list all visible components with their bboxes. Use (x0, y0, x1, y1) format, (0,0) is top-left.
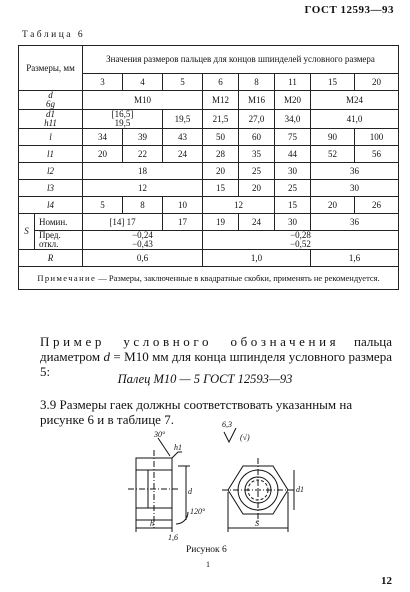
table-row (19, 163, 399, 180)
cell: 28 (203, 146, 239, 163)
cell: 15 (203, 180, 239, 197)
cell: 44 (275, 146, 311, 163)
cell: 75 (275, 129, 311, 146)
cell: 10 (163, 197, 203, 214)
row-label: Пред. откл. (35, 231, 83, 250)
cell: [16,5] 19,5 (83, 110, 163, 129)
dim-chamfer-angle: 30° (154, 430, 166, 439)
table-row (19, 214, 399, 231)
cell: 52 (311, 146, 355, 163)
cell: 24 (239, 214, 275, 231)
table-row (19, 197, 399, 214)
param-header: Размеры, мм (19, 46, 83, 91)
cell: 100 (355, 129, 399, 146)
cell: M20 (275, 91, 311, 110)
size-header: 4 (123, 74, 163, 91)
cell: 30 (311, 180, 399, 197)
dim-h1: h1 (174, 443, 182, 452)
designation-example: Палец M10 — 5 ГОСТ 12593—93 (117, 372, 293, 386)
cell: 50 (203, 129, 239, 146)
dim-d: d (188, 487, 192, 496)
clause-3-9: 3.9 Размеры гаек должны соответствовать указанным на рисунке 6 и в таблице 7. (40, 397, 353, 427)
dim-d1: d1 (296, 485, 304, 494)
cell: 1,6 (311, 250, 399, 267)
cell: 17 (163, 214, 203, 231)
size-header: 11 (275, 74, 311, 91)
nut-drawing (118, 420, 308, 543)
row-symbol: l3 (19, 180, 83, 197)
row-symbol: l4 (19, 197, 83, 214)
cell: −0,28 −0,52 (203, 231, 399, 250)
cell: 0,6 (83, 250, 203, 267)
table-row (19, 110, 399, 129)
cell: 21,5 (203, 110, 239, 129)
cell: 20 (203, 163, 239, 180)
cell: 34 (83, 129, 123, 146)
row-symbol: d 6g (19, 91, 83, 110)
cell: 5 (83, 197, 123, 214)
cell: 18 (83, 163, 203, 180)
table-row (19, 180, 399, 197)
cell: 35 (239, 146, 275, 163)
size-header: 8 (239, 74, 275, 91)
table-row (19, 129, 399, 146)
size-header: 5 (163, 74, 203, 91)
cell: 43 (163, 129, 203, 146)
size-header: 6 (203, 74, 239, 91)
row-symbol: l (19, 129, 83, 146)
table-row (19, 91, 399, 110)
roughness-bracket: (√) (240, 433, 250, 442)
row-symbol: R (19, 250, 83, 267)
cell: −0,24 −0,43 (83, 231, 203, 250)
row-symbol: S (19, 214, 35, 250)
cell: 8 (123, 197, 163, 214)
cell: M12 (203, 91, 239, 110)
table-row (19, 146, 399, 163)
size-header: 15 (311, 74, 355, 91)
dim-angle-120: 120° (190, 507, 206, 516)
cell: 12 (83, 180, 203, 197)
cell: 41,0 (311, 110, 399, 129)
cell: 24 (163, 146, 203, 163)
cell: 25 (239, 163, 275, 180)
cell: 36 (311, 163, 399, 180)
dim-s: S (255, 519, 259, 528)
standard-number: ГОСТ 12593—93 (304, 4, 394, 16)
row-symbol: d1 h11 (19, 110, 83, 129)
cell: 19 (203, 214, 239, 231)
cell: 60 (239, 129, 275, 146)
cell: 34,0 (275, 110, 311, 129)
cell: 39 (123, 129, 163, 146)
group-header: Значения размеров пальцев для концов шпинделей условного размера (83, 46, 399, 74)
page-number: 12 (381, 575, 392, 587)
cell: 19,5 (163, 110, 203, 129)
dimension-table (18, 45, 399, 290)
cell: 1,0 (203, 250, 311, 267)
figure-caption: Рисунок 6 (186, 545, 227, 555)
cell: 30 (275, 163, 311, 180)
cell: [14] 17 (83, 214, 163, 231)
row-label: Номин. (35, 214, 83, 231)
cell: M16 (239, 91, 275, 110)
cell: 90 (311, 129, 355, 146)
table-row (19, 250, 399, 267)
cell: M10 (83, 91, 203, 110)
size-header: 20 (355, 74, 399, 91)
table-note: Примечание — Размеры, заключенные в квадратные скобки, применять не рекомендуется. (19, 267, 399, 290)
cell: 12 (203, 197, 275, 214)
example-paragraph: Пример условного обозначения пальца диаметром d = M10 мм для конца шпинделя условного размера 5: (40, 334, 392, 379)
row-symbol: l1 (19, 146, 83, 163)
cell: 15 (275, 197, 311, 214)
cell: M24 (311, 91, 399, 110)
dim-chamfer-size: 1,6 (168, 533, 178, 542)
row-symbol: l2 (19, 163, 83, 180)
cell: 20 (239, 180, 275, 197)
cell: 36 (311, 214, 399, 231)
cell: 56 (355, 146, 399, 163)
cell: 27,0 (239, 110, 275, 129)
cell: 26 (355, 197, 399, 214)
table-caption: Таблица 6 (22, 30, 86, 40)
table-note-row (19, 267, 399, 290)
cell: 20 (311, 197, 355, 214)
figure-mark: 1 (206, 560, 210, 569)
dim-h: h (150, 519, 154, 528)
cell: 30 (275, 214, 311, 231)
cell: 20 (83, 146, 123, 163)
table-row (19, 231, 399, 250)
cell: 22 (123, 146, 163, 163)
size-header: 3 (83, 74, 123, 91)
roughness-value: 6,3 (222, 420, 232, 429)
cell: 25 (275, 180, 311, 197)
